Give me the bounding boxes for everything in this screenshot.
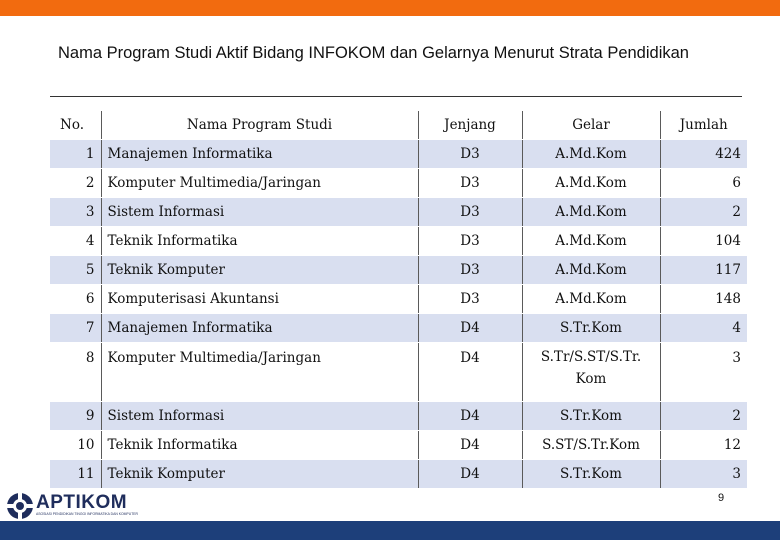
cell-name: Manajemen Informatika [101,314,418,343]
page-title: Nama Program Studi Aktif Bidang INFOKOM dan Gelarnya Menurut Strata Pendidikan [58,44,689,62]
bottom-accent-bar [0,521,780,540]
cell-jenjang: D4 [418,460,522,489]
cell-no: 7 [50,314,101,343]
header-gelar: Gelar [522,111,660,140]
cell-name: Sistem Informasi [101,198,418,227]
cell-no: 11 [50,460,101,489]
cell-gelar: A.Md.Kom [522,256,660,285]
cell-no: 4 [50,227,101,256]
table-row [50,140,747,169]
cell-name: Teknik Komputer [101,460,418,489]
cell-no: 8 [50,343,101,402]
cell-gelar: A.Md.Kom [522,227,660,256]
cell-no: 1 [50,140,101,169]
cell-name: Komputer Multimedia/Jaringan [101,169,418,198]
header-jumlah: Jumlah [660,111,747,140]
table-row [50,169,747,198]
cell-gelar: S.Tr.Kom [522,314,660,343]
table-row [50,256,747,285]
cell-jumlah: 3 [660,460,747,489]
table-row [50,314,747,343]
header-jenjang: Jenjang [418,111,522,140]
cell-name: Manajemen Informatika [101,140,418,169]
cell-no: 5 [50,256,101,285]
table-row [50,285,747,314]
top-accent-bar [0,0,780,16]
cell-gelar: S.Tr/S.ST/S.Tr. Kom [522,343,660,402]
cell-gelar: A.Md.Kom [522,169,660,198]
cell-jumlah: 148 [660,285,747,314]
table-row [50,227,747,256]
cell-no: 10 [50,431,101,460]
cell-jumlah: 4 [660,314,747,343]
cell-jenjang: D3 [418,256,522,285]
cell-name: Sistem Informasi [101,402,418,431]
cell-no: 3 [50,198,101,227]
cell-gelar: S.ST/S.Tr.Kom [522,431,660,460]
table-row [50,431,747,460]
cell-jenjang: D3 [418,169,522,198]
cell-jenjang: D3 [418,227,522,256]
table-header-row [50,111,747,140]
cell-jenjang: D3 [418,140,522,169]
cell-name: Komputerisasi Akuntansi [101,285,418,314]
cell-name: Komputer Multimedia/Jaringan [101,343,418,402]
table-row [50,343,747,402]
cell-no: 6 [50,285,101,314]
cell-gelar: S.Tr.Kom [522,402,660,431]
cell-jumlah: 424 [660,140,747,169]
cell-jenjang: D3 [418,285,522,314]
cell-name: Teknik Komputer [101,256,418,285]
cell-jumlah: 104 [660,227,747,256]
cell-jumlah: 3 [660,343,747,402]
cell-gelar: S.Tr.Kom [522,460,660,489]
cell-jenjang: D4 [418,431,522,460]
cell-name: Teknik Informatika [101,227,418,256]
logo-wordmark: APTIKOM [36,492,128,513]
cell-jumlah: 2 [660,198,747,227]
cell-jenjang: D4 [418,402,522,431]
table-row [50,402,747,431]
header-name: Nama Program Studi [101,111,418,140]
logo-tagline: ASOSIASI PENDIDIKAN TINGGI INFORMATIKA DAN KOMPUTER [36,512,138,516]
cell-gelar: A.Md.Kom [522,140,660,169]
cell-gelar: A.Md.Kom [522,285,660,314]
cell-jenjang: D4 [418,314,522,343]
cell-jumlah: 117 [660,256,747,285]
table-row [50,198,747,227]
cell-jenjang: D3 [418,198,522,227]
page-number: 9 [718,492,725,504]
study-program-table [50,110,747,489]
cell-jumlah: 12 [660,431,747,460]
aptikom-logo-icon [6,492,34,520]
cell-gelar: A.Md.Kom [522,198,660,227]
cell-jumlah: 6 [660,169,747,198]
header-no: No. [50,111,101,140]
aptikom-logo [6,492,156,522]
cell-name: Teknik Informatika [101,431,418,460]
cell-no: 2 [50,169,101,198]
cell-jumlah: 2 [660,402,747,431]
cell-no: 9 [50,402,101,431]
title-divider [50,96,742,97]
cell-jenjang: D4 [418,343,522,402]
table-row [50,460,747,489]
